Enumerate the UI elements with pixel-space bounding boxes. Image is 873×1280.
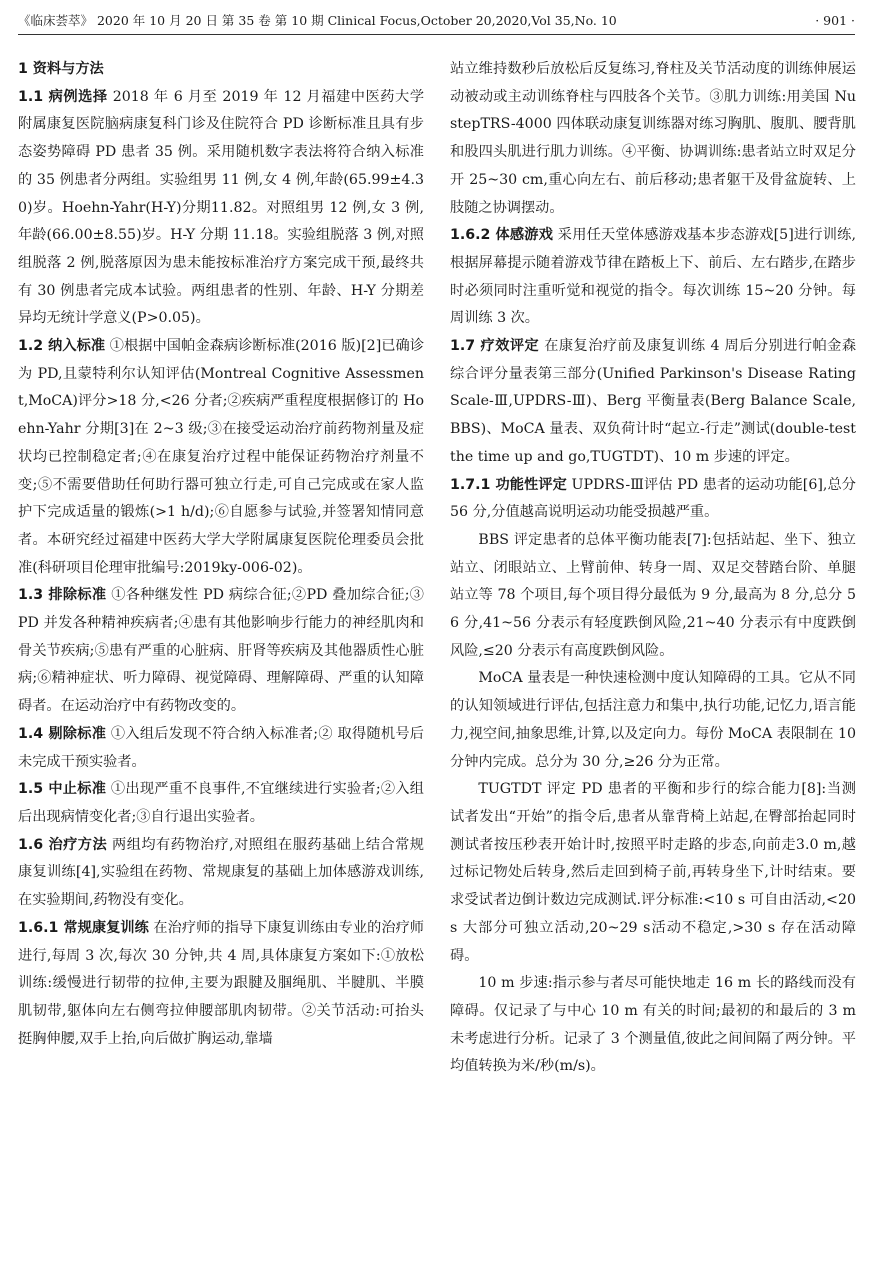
paragraph: 1.1 病例选择 2018 年 6 月至 2019 年 12 月福建中医药大学附属康复医院脑病康复科门诊及住院符合 PD 诊断标准且具有步态姿势障碍 PD 患者 35 例。采用随机数字表法将符合纳入标准的 35 例患者分两组。实验组男 11 例,女 4 例,年龄(65.99±4.30)岁。Hoehn-Yahr(H-Y)分期11.82。对照组男 12 例,女 3 例,年龄(66.00±8.55)岁。H-Y 分期 11.18。实验组脱落 3 例,对照组脱落 2 例,脱落原因为患未能按标准治疗方案完成干预,最终共有 30 例患者完成本试验。两组患者的性别、年龄、H-Y 分期差异均无统计学意义(P>0.05)。 [18, 88, 425, 327]
paragraph: 1.6 治疗方法 两组均有药物治疗,对照组在服药基础上结合常规康复训练[4],实验组在药物、常规康复的基础上加体感游戏训练,在实验期间,药物没有变化。 [18, 836, 424, 909]
paragraph: 1.6.2 体感游戏 采用任天堂体感游戏基本步态游戏[5]进行训练,根据屏幕提示随着游戏节律在踏板上下、前后、左右踏步,在踏步时必须同时注重听觉和视觉的指令。每次训练 15~20 分钟。每周训练 3 次。 [450, 227, 856, 327]
paragraph: 1.4 剔除标准 ①入组后发现不符合纳入标准者;② 取得随机号后未完成干预实验者。 [18, 725, 424, 770]
paragraph: 1.7 疗效评定 在康复治疗前及康复训练 4 周后分别进行帕金森综合评分量表第三部分(Unified Parkinson's Disease Rating Scale-Ⅲ,UPDRS-Ⅲ)、Berg 平衡量表(Berg Balance Scale,BBS)、MoCA 量表、双负荷计时“起立-行走”测试(double-test the time up and go,TUGTDT)、10 m 步速的评定。 [450, 338, 857, 465]
paragraph: 1.5 中止标准 ①出现严重不良事件,不宜继续进行实验者;②入组后出现病情变化者;③自行退出实验者。 [18, 781, 424, 825]
section-heading: 1 资料与方法 [18, 61, 104, 77]
paragraph: 站立维持数秒后放松后反复练习,脊柱及关节活动度的训练伸展运动被动或主动训练脊柱与四肢各个关节。③肌力训练:用美国 NustepTRS-4000 四体联动康复训练器对练习胸肌、腹肌、腰背肌和股四头肌进行肌力训练。④平衡、协调训练:患者站立时双足分开 25~30 cm,重心向左右、前后移动;患者躯干及骨盆旋转、上肢随之协调摆动。 [450, 61, 856, 216]
paragraph: MoCA 量表是一种快速检测中度认知障碍的工具。它从不同的认知领域进行评估,包括注意力和集中,执行功能,记忆力,语言能力,视空间,抽象思维,计算,以及定向力。每份 MoCA 表限制在 10 分钟内完成。总分为 30 分,≥26 分为正常。 [450, 670, 856, 770]
right-column [450, 56, 856, 1081]
paragraph: 1.7.1 功能性评定 UPDRS-Ⅲ评估 PD 患者的运动功能[6],总分 56 分,分值越高说明运动功能受损越严重。 [450, 476, 856, 521]
paragraph: 1.3 排除标准 ①各种继发性 PD 病综合征;②PD 叠加综合征;③PD 并发各种精神疾病者;④患有其他影响步行能力的神经肌肉和骨关节疾病;⑤患有严重的心脏病、肝肾等疾病及其他器质性心脏病;⑥精神症状、听力障碍、视觉障碍、理解障碍、严重的认知障碍者。在运动治疗中有药物改变的。 [18, 587, 424, 715]
paragraph: 1.6.1 常规康复训练 在治疗师的指导下康复训练由专业的治疗师进行,每周 3 次,每次 30 分钟,共 4 周,具体康复方案如下:①放松训练:缓慢进行韧带的拉伸,主要为跟腱及腘绳肌、半腱肌、半膜肌韧带,躯体向左右侧弯拉伸腰部肌肉韧带。②关节活动:可抬头挺胸伸腰,双手上抬,向后做扩胸运动,靠墙 [18, 919, 424, 1047]
page-number: · 901 · [815, 13, 855, 28]
paragraph: BBS 评定患者的总体平衡功能表[7]:包括站起、坐下、独立站立、闭眼站立、上臂前伸、转身一周、双足交替踏台阶、单腿站立等 78 个项目,每个项目得分最低为 9 分,最高为 8 分,总分 56 分,41~56 分表示有轻度跌倒风险,21~40 分表示有中度跌倒风险,≤20 分表示有高度跌倒风险。 [450, 531, 856, 659]
paragraph: 10 m 步速:指示参与者尽可能快地走 16 m 长的路线而没有障碍。仅记录了与中心 10 m 有关的时间;最初的和最后的 3 m 未考虑进行分析。记录了 3 个测量值,彼此之间间隔了两分钟。平均值转换为米/秒(m/s)。 [450, 975, 856, 1075]
paragraph: 1.2 纳入标准 ①根据中国帕金森病诊断标准(2016 版)[2]已确诊为 PD,且蒙特利尔认知评估(Montreal Cognitive Assessment,MoCA)评分>18 分,<26 分者;②疾病严重程度根据修订的 Hoehn-Yahr 分期[3]在 2~3 级;③在接受运动治疗前药物剂量及症状均已控制稳定者;④在康复治疗过程中能保证药物治疗剂量不变;⑤不需要借助任何助行器可独立行走,可自己完成或在家人监护下完成适量的锻炼(>1 h/d);⑥自愿参与试验,并签署知情同意者。本研究经过福建中医药大学大学附属康复医院伦理委员会批准(科研项目伦理审批编号:2019ky-006-02)。 [18, 338, 425, 576]
paragraph: TUGTDT 评定 PD 患者的平衡和步行的综合能力[8]:当测试者发出“开始”的指令后,患者从靠背椅上站起,在臀部抬起同时测试者按压秒表开始计时,按照平时走路的步态,向前走3.0 m,越过标记物处后转身,然后走回到椅子前,再转身坐下,计时结束。要求受试者边倒计数边完成测试.评分标准:<10 s 可自由活动,<20 s 大部分可独立活动,20~29 s活动不稳定,>30 s 存在活动障碍。 [450, 781, 856, 964]
journal-citation: 《临床荟萃》 2020 年 10 月 20 日 第 35 卷 第 10 期 Clinical Focus,October 20,2020,Vol 35,No. 10 [18, 13, 617, 28]
left-column [18, 56, 424, 1053]
running-header [18, 8, 855, 35]
